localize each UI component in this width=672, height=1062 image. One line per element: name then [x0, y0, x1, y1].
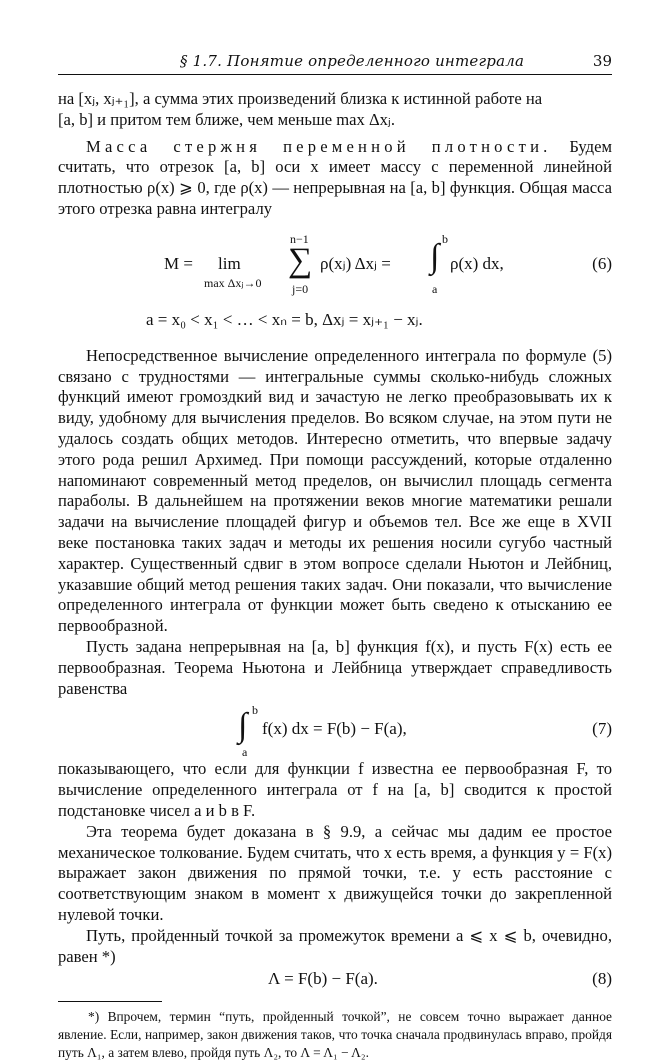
- eq8-number: (8): [592, 969, 612, 989]
- eq6-lim-sub: max Δxⱼ→0: [204, 275, 262, 290]
- integral-icon-2: ∫: [238, 707, 248, 745]
- paragraph-1b: [a, b] и притом тем ближе, чем меньше max Δxⱼ.: [58, 109, 395, 129]
- paragraph-2-text: Будем считать, что отрезок [a, b] оси x имеет массу с переменной линейной плотностью ρ(x) ⩾ 0, где ρ(x) — непрерывная на [a, b] функция. Общая масса этого отрезка равна интегралу: [58, 136, 612, 218]
- eq6-sum-lower: j=0: [292, 281, 309, 296]
- paragraph-3: Непосредственное вычисление определенного интеграла по формуле (5) связано с трудностями — интегральные суммы сколько-нибудь сложных функций имеют громоздкий вид и зачастую не легко преобразовывать их к виду, удобному для вычисления пределов. Во всяком случае, на этом пути не удалось создать общих методов. Интересно отметить, что впервые задачу этого рода решил Архимед. При помощи рассуждений, которые отдаленно напоминают современный метод пределов, он вычислил площадь сегмента параболы. В дальнейшем на протяжении веков многие математики решали задачи на вычисление площадей фигур и объемов тел. Все же еще в XVII веке постановка таких задач и методы их решения носили сугубо частный характер. Существенный сдвиг в этом вопросе сделали Ньютон и Лейбниц, указавшие общий метод решения таких задач. Они показали, что вычисление определенного интеграла от функции может быть сведено к отысканию ее первообразной.: [58, 345, 612, 636]
- page-number: 39: [592, 52, 612, 70]
- eq8-body: Λ = F(b) − F(a).: [268, 969, 378, 989]
- eq7-int-lower: a: [242, 745, 248, 760]
- eq6-sum-upper: n−1: [290, 231, 309, 246]
- integral-icon: ∫: [430, 237, 440, 275]
- eq6-body: ρ(xⱼ) Δxⱼ =: [320, 253, 391, 273]
- eq7-body: f(x) dx = F(b) − F(a),: [262, 719, 407, 739]
- sigma-icon: ∑: [288, 241, 313, 279]
- eq6-int-lower: a: [432, 281, 438, 296]
- paragraph-1a: на [xⱼ, xⱼ₊₁], а сумма этих произведений близка к истинной работе на: [58, 89, 543, 108]
- paragraph-4: Пусть задана непрерывная на [a, b] функция f(x), и пусть F(x) есть ее первообразная. Теорема Ньютона и Лейбница утверждает справедливость равенства: [58, 636, 612, 698]
- eq6-partition: a = x₀ < x₁ < … < xₙ = b, Δxⱼ = xⱼ₊₁ − xⱼ.: [146, 309, 423, 329]
- paragraph-5: показывающего, что если для функции f известна ее первообразная F, то вычисление определенного интеграла от f на [a, b] сводится к простой подстановке чисел a и b в F.: [58, 759, 612, 820]
- body-text-2: [58, 346, 612, 700]
- paragraph-6: Эта теорема будет доказана в § 9.9, а сейчас мы дадим ее простое механическое толкование. Будем считать, что x есть время, а функция y = F(x) выражает закон движения по прямой точки, т.е. y есть расстояние с соответствующим знаком в момент x движущейся точки до закрепленной нулевой точки.: [58, 821, 612, 924]
- eq6-lhs: M =: [164, 253, 193, 273]
- section-heading-mass: Масса стержня переменной плотности.: [86, 136, 552, 156]
- equation-8: [58, 967, 612, 993]
- eq6-number: (6): [592, 253, 612, 273]
- eq7-number: (7): [592, 719, 612, 739]
- paragraph-2: [58, 137, 612, 220]
- body-text-3: [58, 759, 612, 967]
- running-head: [58, 52, 612, 74]
- header-rule: [58, 74, 612, 75]
- equation-6: [58, 232, 612, 308]
- page: [58, 52, 612, 1062]
- eq7-int-upper: b: [252, 703, 258, 718]
- paragraph-7: Путь, пройденный точкой за промежуток времени a ⩽ x ⩽ b, очевидно, равен *): [58, 925, 612, 966]
- footnote-text: *) Впрочем, термин “путь, пройденный точкой”, не совсем точно выражает данное явление. Если, например, закон движения таков, что точка сначала продвинулась вправо, пройдя путь Λ₁, а затем влево, пройдя путь Λ₂, то Λ = Λ₁ − Λ₂.: [58, 1009, 612, 1061]
- footnote: [58, 1008, 612, 1062]
- eq6-int-upper: b: [442, 231, 448, 246]
- eq6-int-body: ρ(x) dx,: [450, 253, 504, 273]
- equation-7: [58, 703, 612, 760]
- body-text: [58, 89, 612, 220]
- footnote-rule: [58, 1001, 162, 1002]
- running-title: § 1.7. Понятие определенного интеграла: [180, 52, 525, 70]
- equation-6-partition: [58, 310, 612, 336]
- eq6-lim: lim: [218, 253, 241, 273]
